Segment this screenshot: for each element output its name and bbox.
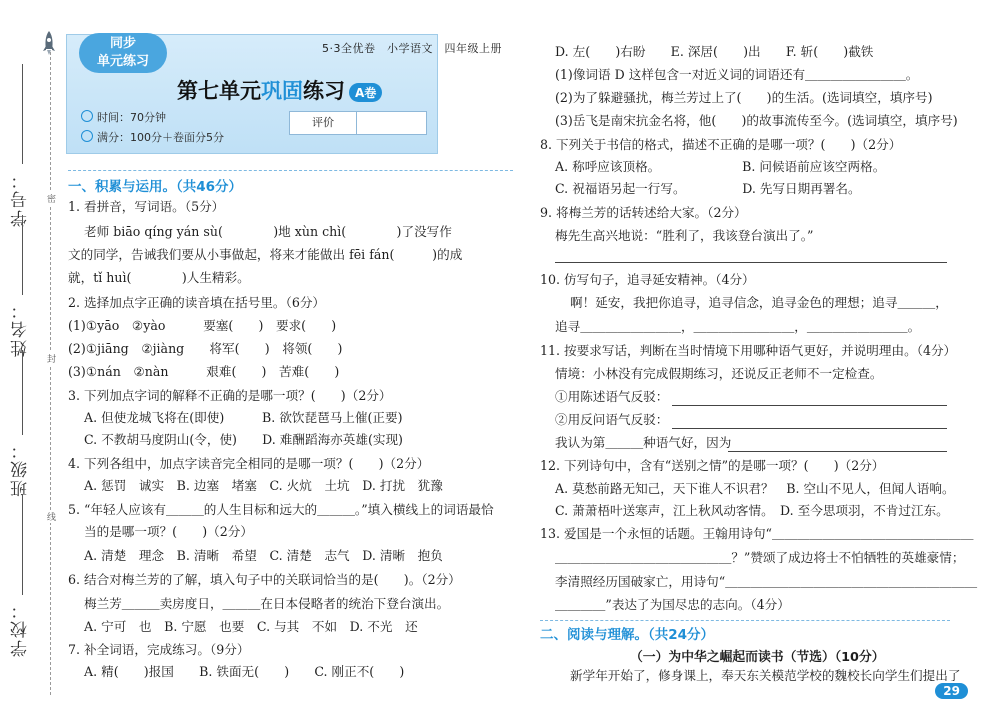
q12-cd: C. 萧萧梧叶送寒声，江上秋风动客情。 D. 至今思项羽，不肯过江东。 <box>555 503 949 518</box>
student-id-label: 学号： <box>11 170 31 227</box>
q6-options: A. 宁可 也 B. 宁愿 也要 C. 与其 不如 D. 不光 还 <box>84 619 418 634</box>
q12-ab: A. 莫愁前路无知己，天下谁人不识君？ B. 空山不见人，但闻人语响。 <box>555 481 955 496</box>
q12: 12. 下列诗句中，含有“送别之情”的是哪一项？( )（2分） <box>540 458 885 473</box>
q11: 11. 按要求写话，判断在当时情境下用哪种语气更好，并说明理由。（4分） <box>540 343 957 358</box>
q1-line3: 就，tǐ huì( )人生精彩。 <box>68 270 250 285</box>
clock-icon <box>81 110 93 122</box>
q2: 2. 选择加点字正确的读音填在括号里。（6分） <box>68 295 326 310</box>
page-number: 29 <box>935 683 968 699</box>
q7: 7. 补全词语，完成练习。（9分） <box>68 642 250 657</box>
q1-line2: 文的同学，告诫我们要从小事做起，将来才能做出 fēi fán( )的成 <box>68 247 463 262</box>
seal-mi: 密 <box>45 194 55 203</box>
q1: 1. 看拼音，写词语。（5分） <box>68 199 225 214</box>
q10-line1: 啊！延安，我把你追寻，追寻信念，追寻金色的理想；追寻＿＿＿， <box>570 295 948 310</box>
evaluation-box: 评价 <box>289 111 427 135</box>
sync-badge: 同步 单元练习 <box>75 27 171 79</box>
q8: 8. 下列关于书信的格式，描述不正确的是哪一项？( )（2分） <box>540 137 902 152</box>
q8-cd: C. 祝福语另起一行写。 D. 先写日期再署名。 <box>555 181 861 196</box>
time-info: 时间：70分钟 <box>81 109 166 125</box>
page-title: 第七单元巩固练习 A卷 <box>177 75 382 105</box>
q6-sentence: 梅兰芳＿＿＿卖房度日，＿＿＿在日本侵略者的统治下登台演出。 <box>84 596 450 611</box>
q3-cd: C. 不教胡马度阴山(令，使) D. 难酬蹈海亦英雄(实现) <box>84 432 403 447</box>
q9-answer-line[interactable] <box>555 262 947 263</box>
seal-xian: 线 <box>45 512 55 521</box>
q3: 3. 下列加点字词的解释不正确的是哪一项？( )（2分） <box>68 388 392 403</box>
q13-line2: ＿＿＿＿＿＿＿＿＿＿＿＿＿＿？”赞颂了成边将士不怕牺牲的英雄豪情； <box>555 550 965 565</box>
rocket-icon <box>40 30 58 56</box>
q7-sub3: (3)岳飞是南宋抗金名将，他( )的故事流传至今。(选词填空，填序号) <box>555 113 958 128</box>
q10-line2: 追寻＿＿＿＿＿＿＿＿，＿＿＿＿＿＿＿＿，＿＿＿＿＿＿＿＿。 <box>555 319 921 334</box>
series-title: 5·3全优卷 小学语文 四年级上册 <box>322 42 502 55</box>
q13-line4: ＿＿＿＿”表达了为国尽忠的志向。（4分） <box>555 597 790 612</box>
q11-opinion: 我认为第＿＿＿种语气好，因为 <box>555 435 732 450</box>
q3-ab: A. 但使龙城飞将在(即使) B. 欲饮琵琶马上催(正要) <box>84 410 403 425</box>
q4: 4. 下列各组中，加点字读音完全相同的是哪一项？( )（2分） <box>68 456 430 471</box>
q2-row1: (1)①yāo ②yào 要塞( ) 要求( ) <box>68 318 337 333</box>
q11-statement-line[interactable] <box>672 405 947 406</box>
section-2-title: 二、阅读与理解。（共24分） <box>540 627 715 643</box>
q9: 9. 将梅兰芳的话转述给大家。（2分） <box>540 205 747 220</box>
check-icon <box>81 130 93 142</box>
section-1-title: 一、积累与运用。（共46分） <box>68 179 243 195</box>
q7-abc: A. 精( )报国 B. 铁面无( ) C. 刚正不( ) <box>84 664 405 679</box>
q5-line2: 当的是哪一项？( )（2分） <box>84 524 253 539</box>
binding-margin <box>0 0 62 707</box>
seal-feng: 封 <box>45 354 55 363</box>
q11-context: 情境：小林没有完成假期练习，还说反正老师不一定检查。 <box>555 366 883 381</box>
q2-row2: (2)①jiāng ②jiàng 将军( ) 将领( ) <box>68 341 343 356</box>
reading-title: （一）为中华之崛起而读书（节选）（10分） <box>630 650 885 665</box>
q5: 5. “年轻人应该有＿＿＿的人生目标和远大的＿＿＿。”填入横线上的词语最恰 <box>68 502 494 517</box>
q13: 13. 爱国是一个永恒的话题。王翰用诗句“＿＿＿＿＿＿＿＿＿＿＿＿＿＿＿＿ <box>540 526 974 541</box>
q7-def: D. 左( )右盼 E. 深居( )出 F. 斩( )截铁 <box>555 44 874 59</box>
q10: 10. 仿写句子，追寻延安精神。（4分） <box>540 272 755 287</box>
q6: 6. 结合对梅兰芳的了解，填入句子中的关联词恰当的是( )。（2分） <box>68 572 461 587</box>
q5-options: A. 清楚 理念 B. 清晰 希望 C. 清楚 志气 D. 清晰 抱负 <box>84 548 443 563</box>
q1-line1: 老师 biāo qíng yán sù( )地 xùn chì( )了没写作 <box>84 224 452 239</box>
q7-sub2: (2)为了躲避骚扰，梅兰芳过上了( )的生活。(选词填空，填序号) <box>555 90 933 105</box>
q7-sub1: (1)像词语 D 这样包含一对近义词的词语还有＿＿＿＿＿＿＿＿。 <box>555 67 919 82</box>
reading-text: 新学年开始了，修身课上，奉天东关模范学校的魏校长向学生们提出了 <box>570 668 961 683</box>
class-label: 班级： <box>11 440 31 497</box>
q11-rhetorical-line[interactable] <box>672 428 947 429</box>
q8-ab: A. 称呼应该顶格。 B. 问候语前应该空两格。 <box>555 159 886 174</box>
q9-quote: 梅先生高兴地说：“胜利了，我该登台演出了。” <box>555 228 814 243</box>
q13-line3: 李清照经历国破家亡，用诗句“＿＿＿＿＿＿＿＿＿＿＿＿＿＿＿＿＿＿＿＿ <box>555 574 978 589</box>
q4-options: A. 惩罚 诚实 B. 边塞 堵塞 C. 火炕 土坑 D. 打扰 犹豫 <box>84 478 443 493</box>
school-label: 学校： <box>11 600 31 657</box>
q11-statement: ①用陈述语气反驳： <box>555 389 669 404</box>
q11-reason-line[interactable] <box>728 451 947 452</box>
q2-row3: (3)①nán ②nàn 艰难( ) 苦难( ) <box>68 364 340 379</box>
score-info: 满分：100分＋卷面分5分 <box>81 129 224 145</box>
name-label: 姓名： <box>11 300 31 357</box>
q11-rhetorical: ②用反问语气反驳： <box>555 412 669 427</box>
